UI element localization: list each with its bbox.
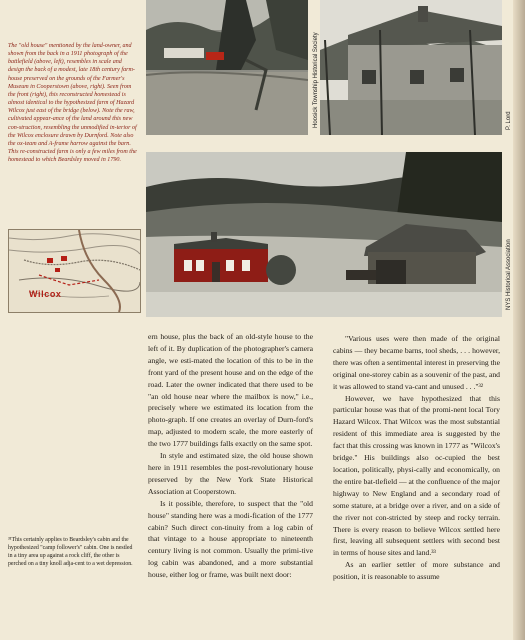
photo-farmers-museum [320, 0, 502, 135]
map-label-wilcox: Wilcox [29, 289, 62, 299]
paragraph: ern house, plus the back of an old-style house to the left of it. By duplication of the photographer's camera angle, we esti-mated the location of this to be in the front yard of the present house and on the edge of the road. Later the owner indicated that there used to be "an old house near where the mailbox is now," i.e., precisely where we estimated its location from the photo-graph. If one creates an overlay of Durn-ford's map, adjusted to modern scale, the more easterly of the two 1777 buildings falls exactly on the same spot. [148, 332, 313, 449]
footnote-31: ³¹This certainly applies to Beardsley's cabin and the hypothesized "camp follower's" cabin. One is nestled in a tiny area up against a rock cliff, the other is perched on a tiny knoll adja-cent to a wet depression. [8, 537, 133, 568]
paragraph: As an earlier settler of more substance and position, it is reasonable to assume [333, 560, 500, 582]
photo-reconstructed-farm [146, 152, 502, 317]
paragraph: Is it possible, therefore, to suspect that the "old house" standing here was a modi-fication of the 1777 cabin? Such direct con-tinuity from a log cabin of that vintage to a house appropriate to nineteenth century living is not common. Usually the primi-tive log cabin was abandoned, and a more substantial house, either log or frame, was built next door: [148, 498, 313, 580]
body-column-1 [148, 331, 313, 581]
photo-caption: The "old house" mentioned by the land-owner, and shown from the back in a 1911 photograph of the battlefield (above, left), resembles in scale and design the back of a modest, late 18th century farm-house preserved on the grounds of the Farmer's Museum in Cooperstown (above, right). Seen from the front (right), this reconstructed homestead is almost identical to the hypothesized farm of Hazard Wilcox just east of the bridge (below). Note the raw, cultivated appear-ance of the land around this new con-struction, resembling the unmodified in-terior of the Wilcox enclosure drawn by Durnford. Note also the ox-team and A-frame harrow against the barn. This re-constructed farm is only a few miles from the homestead to which Beardsley moved in 1790. [8, 43, 137, 164]
credit-right-mid: NYS Historical Association [506, 239, 512, 310]
credit-left: Hoosick Township Historical Society [313, 32, 319, 128]
photo-1911-battlefield [146, 0, 308, 135]
body-column-2 [333, 333, 500, 583]
paragraph: In style and estimated size, the old house shown here in 1911 resembles the post-revolutionary house preserved by the New York State Historical Association at Cooperstown. [148, 451, 313, 496]
paragraph: However, we have hypothesized that this particular house was that of the promi-nent local Tory Hazard Wilcox. That Wilcox was the most substantial resident of this immediate area is suggested by the fact that this crossing was known in 1777 as "Wilcox's bridge." His buildings also oc-cupied the best location, politically, physi-cally and economically, on the entire bat-tlefield — at the confluence of the major highway to New England and a secondary road of some stature, at a bridge over a river, and on a side of the river not con-stricted by steep and rocky terrain. There is every reason to believe Wilcox settled here first, leaving all subsequent settlers with second best in terms of house sites and land.³³ [333, 393, 500, 558]
durnford-map-detail [8, 229, 141, 313]
page-edge [513, 0, 525, 640]
credit-right-top: P. Lord [506, 111, 512, 130]
block-quote: "Various uses were then made of the original cabins — they became barns, tool sheds, . . . however, there was often a sentimental interest in preserving the original one-storey cabin as a souvenir of the past, and it was allowed to stand va-cant and unused . . ."³² [333, 334, 500, 391]
